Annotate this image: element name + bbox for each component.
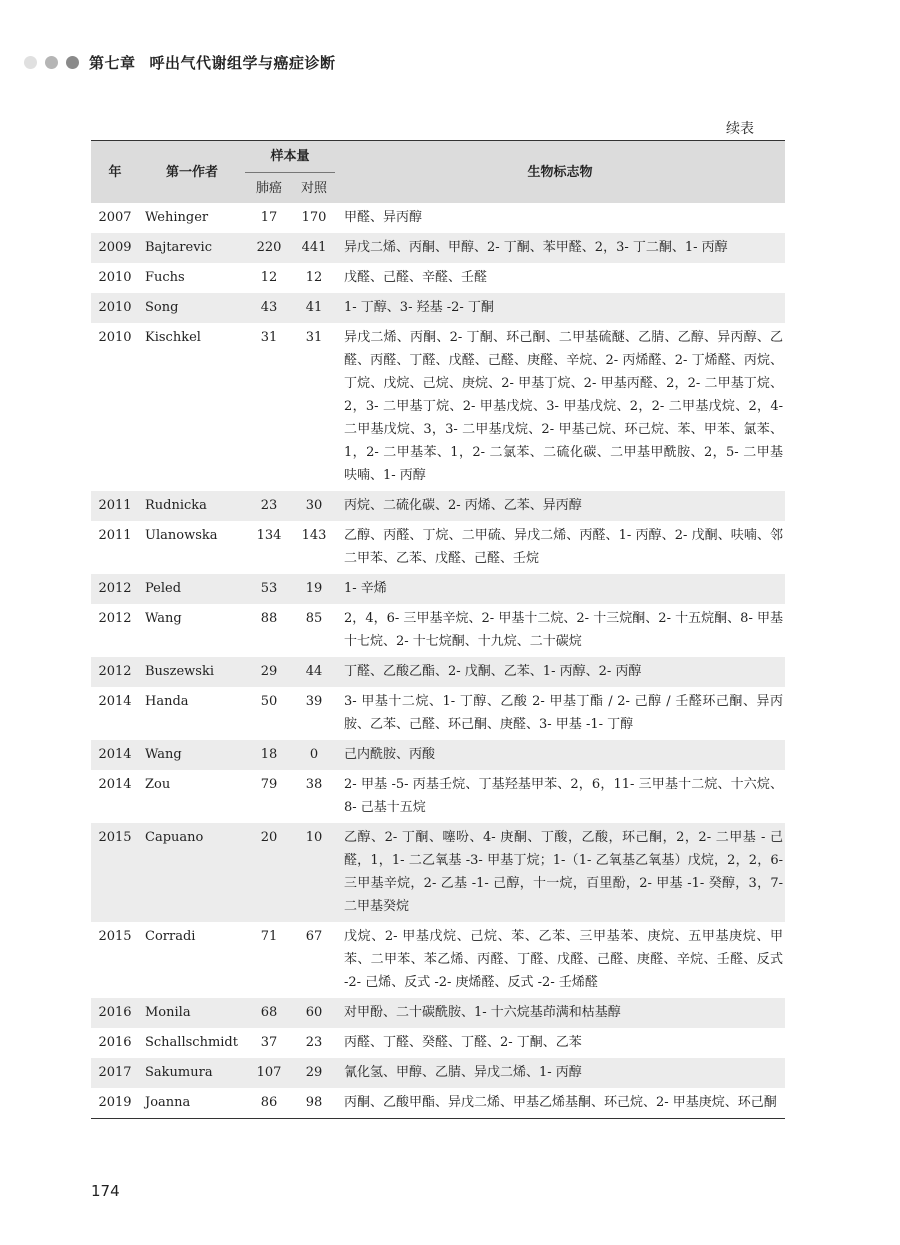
- chapter-number: 第七章: [89, 53, 136, 72]
- cell-control: 67: [305, 929, 323, 944]
- dot-icon: [24, 56, 37, 69]
- table-row: [91, 1028, 785, 1058]
- cell-control: 41: [293, 293, 335, 323]
- cell-lung-cancer: 71: [260, 929, 278, 944]
- cell-year: 2016: [98, 1035, 132, 1050]
- cell-year: 2017: [91, 1058, 139, 1088]
- cell-lung-cancer: 29: [245, 657, 293, 687]
- cell-biomarkers: 丙醛、丁醛、癸醛、丁醛、2- 丁酮、乙苯: [344, 1035, 582, 1050]
- cell-year: 2014: [98, 694, 132, 709]
- cell-biomarkers: 丁醛、乙酸乙酯、2- 戊酮、乙苯、1- 丙醇、2- 丙醇: [335, 657, 785, 687]
- cell-author: Joanna: [145, 1095, 191, 1110]
- cell-control: 23: [305, 1035, 323, 1050]
- table-row: [91, 263, 785, 293]
- cell-biomarkers: 异戊二烯、丙酮、甲醇、2- 丁酮、苯甲醛、2，3- 丁二酮、1- 丙醇: [335, 233, 785, 263]
- table-row: [91, 657, 785, 687]
- cell-lung-cancer: 31: [260, 330, 278, 345]
- table-row: [91, 1058, 785, 1088]
- table-row: [91, 521, 785, 574]
- table-row: [91, 233, 785, 263]
- cell-lung-cancer: 86: [260, 1095, 278, 1110]
- cell-author: Handa: [145, 694, 189, 709]
- table-row: [91, 604, 785, 657]
- cell-control: 31: [305, 330, 323, 345]
- cell-biomarkers: 2- 甲基 -5- 丙基壬烷、丁基羟基甲苯、2，6，11- 三甲基十二烷、十六烷、8- 己基十五烷: [344, 777, 784, 815]
- cell-control: 19: [293, 574, 335, 604]
- cell-lung-cancer: 88: [260, 611, 278, 626]
- cell-year: 2010: [98, 330, 132, 345]
- cell-author: Buszewski: [139, 657, 245, 687]
- cell-year: 2015: [91, 823, 139, 922]
- cell-author: Wang: [139, 740, 245, 770]
- cell-lung-cancer: 79: [260, 777, 278, 792]
- header-control: 对照: [293, 173, 335, 204]
- cell-author: Capuano: [139, 823, 245, 922]
- cell-author: Song: [139, 293, 245, 323]
- cell-year: 2010: [91, 293, 139, 323]
- cell-control: 39: [305, 694, 323, 709]
- table-row: [91, 770, 785, 823]
- cell-control: 0: [293, 740, 335, 770]
- cell-control: 29: [293, 1058, 335, 1088]
- cell-author: Monila: [139, 998, 245, 1028]
- cell-lung-cancer: 12: [260, 270, 278, 285]
- header-sample-size: 样本量: [245, 141, 335, 173]
- cell-lung-cancer: 18: [245, 740, 293, 770]
- cell-biomarkers: 己内酰胺、丙酸: [335, 740, 785, 770]
- cell-control: 38: [305, 777, 323, 792]
- cell-year: 2012: [91, 657, 139, 687]
- biomarker-table: [91, 140, 785, 1119]
- cell-lung-cancer: 20: [245, 823, 293, 922]
- cell-biomarkers: 2，4，6- 三甲基辛烷、2- 甲基十二烷、2- 十三烷酮、2- 十五烷酮、8- 甲基十七烷、2- 十七烷酮、十九烷、二十碳烷: [344, 611, 784, 649]
- running-header: [24, 50, 336, 74]
- cell-author: Bajtarevic: [139, 233, 245, 263]
- table-row: [91, 293, 785, 323]
- table-row: [91, 922, 785, 998]
- cell-biomarkers: 戊烷、2- 甲基戊烷、己烷、苯、乙苯、三甲基苯、庚烷、五甲基庚烷、甲苯、二甲苯、苯乙烯、丙醛、丁醛、戊醛、己醛、庚醛、辛烷、壬醛、反式 -2- 己烯、反式 -2- 庚烯醛、反式 -2- 壬烯醛: [344, 929, 784, 990]
- cell-year: 2019: [98, 1095, 132, 1110]
- header-biomarkers: 生物标志物: [335, 141, 785, 204]
- cell-control: 44: [293, 657, 335, 687]
- cell-lung-cancer: 43: [245, 293, 293, 323]
- table-row: [91, 823, 785, 922]
- cell-control: 170: [301, 210, 327, 225]
- cell-control: 98: [305, 1095, 323, 1110]
- cell-biomarkers: 氰化氢、甲醇、乙腈、异戊二烯、1- 丙醇: [335, 1058, 785, 1088]
- cell-biomarkers: 1- 丁醇、3- 羟基 -2- 丁酮: [335, 293, 785, 323]
- cell-author: Ulanowska: [145, 528, 218, 543]
- cell-author: Schallschmidt: [145, 1035, 238, 1050]
- cell-biomarkers: 甲醛、异丙醇: [344, 210, 423, 225]
- cell-author: Zou: [145, 777, 171, 792]
- cell-control: 30: [293, 491, 335, 521]
- table-body: [91, 203, 785, 1119]
- cell-lung-cancer: 107: [245, 1058, 293, 1088]
- header-year: 年: [91, 141, 139, 204]
- dot-icon: [66, 56, 79, 69]
- cell-lung-cancer: 17: [260, 210, 278, 225]
- cell-biomarkers: 乙醇、2- 丁酮、噻吩、4- 庚酮、丁酸，乙酸，环己酮，2，2- 二甲基 - 己醛，1，1- 二乙氧基 -3- 甲基丁烷；1-（1- 乙氧基乙氧基）戊烷，2，2，6- 三甲基辛烷，2- 乙基 -1- 己醇，十一烷，百里酚，2- 甲基 -1- 癸醇，3，7- 二甲基癸烷: [335, 823, 785, 922]
- cell-control: 12: [305, 270, 323, 285]
- header-author: 第一作者: [139, 141, 245, 204]
- cell-author: Wehinger: [145, 210, 209, 225]
- cell-biomarkers: 丙酮、乙酸甲酯、异戊二烯、甲基乙烯基酮、环己烷、2- 甲基庚烷、环己酮: [344, 1095, 777, 1110]
- cell-biomarkers: 乙醇、丙醛、丁烷、二甲硫、异戊二烯、丙醛、1- 丙醇、2- 戊酮、呋喃、邻二甲苯、乙苯、戊醛、己醛、壬烷: [344, 528, 784, 566]
- cell-control: 60: [293, 998, 335, 1028]
- cell-year: 2009: [91, 233, 139, 263]
- cell-year: 2012: [91, 574, 139, 604]
- cell-control: 441: [293, 233, 335, 263]
- cell-lung-cancer: 134: [256, 528, 282, 543]
- cell-year: 2014: [98, 777, 132, 792]
- cell-lung-cancer: 68: [245, 998, 293, 1028]
- cell-lung-cancer: 53: [245, 574, 293, 604]
- cell-year: 2014: [91, 740, 139, 770]
- continued-label: 续表: [726, 121, 754, 137]
- cell-biomarkers: 3- 甲基十二烷、1- 丁醇、乙酸 2- 甲基丁酯 / 2- 己醇 / 壬醛环己酮、异丙胺、乙苯、己醛、环己酮、庚醛、3- 甲基 -1- 丁醇: [344, 694, 784, 732]
- cell-control: 85: [305, 611, 323, 626]
- cell-author: Sakumura: [139, 1058, 245, 1088]
- cell-year: 2015: [98, 929, 132, 944]
- table-row: [91, 491, 785, 521]
- cell-author: Peled: [139, 574, 245, 604]
- header-lung-cancer: 肺癌: [245, 173, 293, 204]
- cell-lung-cancer: 37: [260, 1035, 278, 1050]
- table-row: [91, 998, 785, 1028]
- table-row: [91, 687, 785, 740]
- table-header: [91, 141, 785, 204]
- table-row: [91, 323, 785, 491]
- cell-year: 2007: [98, 210, 132, 225]
- cell-author: Rudnicka: [139, 491, 245, 521]
- cell-control: 143: [301, 528, 327, 543]
- cell-author: Kischkel: [145, 330, 201, 345]
- dot-icon: [45, 56, 58, 69]
- cell-biomarkers: 丙烷、二硫化碳、2- 丙烯、乙苯、异丙醇: [335, 491, 785, 521]
- cell-author: Wang: [145, 611, 182, 626]
- cell-year: 2016: [91, 998, 139, 1028]
- table-row: [91, 574, 785, 604]
- chapter-title: 呼出气代谢组学与癌症诊断: [149, 53, 336, 72]
- chapter-heading: [89, 52, 336, 73]
- cell-author: Fuchs: [145, 270, 185, 285]
- cell-year: 2011: [91, 491, 139, 521]
- cell-biomarkers: 对甲酚、二十碳酰胺、1- 十六烷基茚满和枯基醇: [335, 998, 785, 1028]
- cell-biomarkers: 戊醛、己醛、辛醛、壬醛: [344, 270, 488, 285]
- cell-lung-cancer: 23: [245, 491, 293, 521]
- table-row: [91, 203, 785, 233]
- cell-year: 2010: [98, 270, 132, 285]
- table-row: [91, 740, 785, 770]
- cell-biomarkers: 1- 辛烯: [335, 574, 785, 604]
- decorative-dots: [24, 56, 79, 69]
- cell-author: Corradi: [145, 929, 196, 944]
- biomarker-table-container: [91, 140, 785, 1119]
- table-row: [91, 1088, 785, 1119]
- cell-lung-cancer: 50: [260, 694, 278, 709]
- cell-year: 2011: [98, 528, 132, 543]
- cell-biomarkers: 异戊二烯、丙酮、2- 丁酮、环己酮、二甲基硫醚、乙腈、乙醇、异丙醇、乙醛、丙醛、丁醛、戊醛、己醛、庚醛、辛烷、2- 丙烯醛、2- 丁烯醛、丙烷、丁烷、戊烷、己烷、庚烷、2- 甲基丁烷、2- 甲基丙醛、2，2- 二甲基丁烷、2，3- 二甲基丁烷、2- 甲基戊烷、3- 甲基戊烷、2，2- 二甲基戊烷、2，4- 二甲基戊烷、3，3- 二甲基戊烷、2- 甲基己烷、环己烷、苯、甲苯、氯苯、1，2- 二甲基苯、1，2- 二氯苯、二硫化碳、二甲基甲酰胺、2，5- 二甲基呋喃、1- 丙醇: [344, 330, 784, 483]
- cell-lung-cancer: 220: [245, 233, 293, 263]
- page-number: 174: [91, 1182, 120, 1200]
- cell-year: 2012: [98, 611, 132, 626]
- cell-control: 10: [293, 823, 335, 922]
